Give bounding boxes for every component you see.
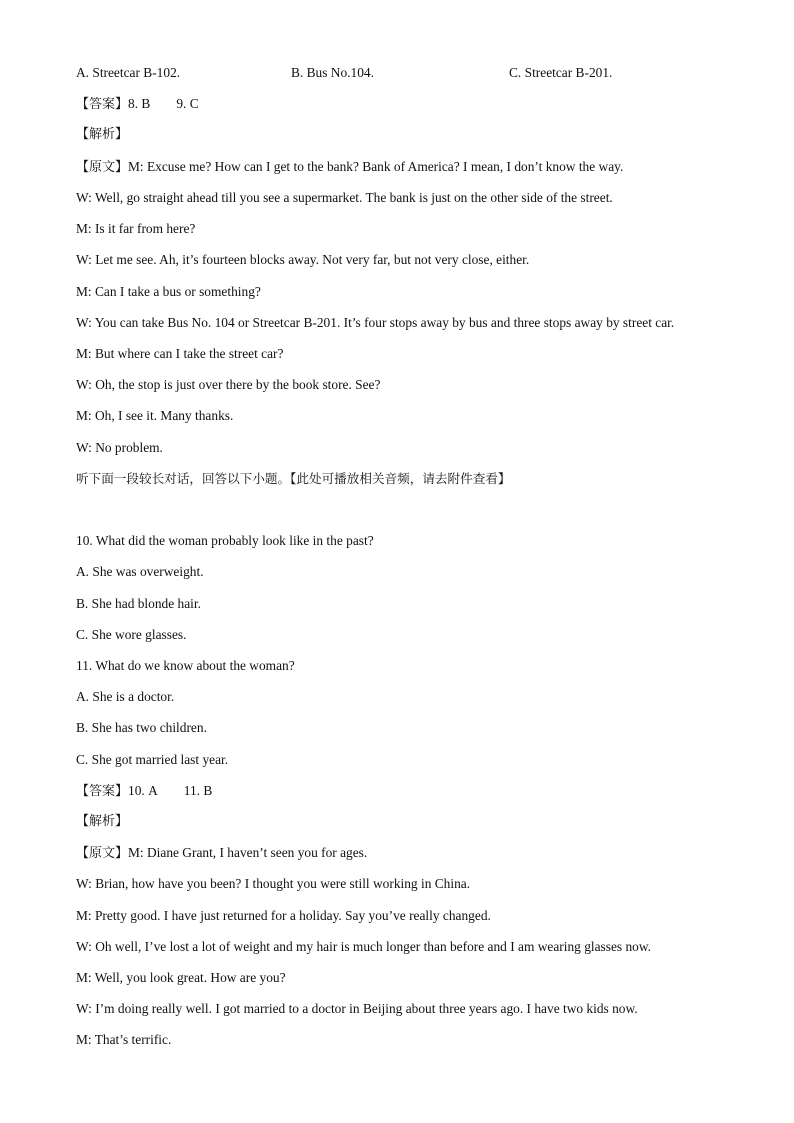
transcript-line: M: Is it far from here?: [76, 221, 196, 236]
transcript-line: M: Can I take a bus or something?: [76, 284, 261, 299]
transcript-text: M: Excuse me? How can I get to the bank? Bank of America? I mean, I don’t know the way.: [128, 159, 624, 174]
question-11: 11. What do we know about the woman?: [76, 658, 295, 673]
transcript-line: W: Oh well, I’ve lost a lot of weight and my hair is much longer than before and I am wearing glasses now.: [76, 939, 652, 954]
answer-line: [76, 782, 212, 801]
option-b: B. Bus No.104.: [291, 65, 374, 80]
transcript-line: W: Let me see. Ah, it’s fourteen blocks away. Not very far, but not very close, either.: [76, 252, 530, 267]
answer-10: 10. A: [128, 783, 158, 798]
transcript-line: W: I’m doing really well. I got married to a doctor in Beijing about three years ago. I have two kids now.: [76, 1001, 638, 1016]
answer-label: 【答案】: [76, 784, 129, 799]
q10-option-a: A. She was overweight.: [76, 564, 204, 579]
transcript-line: M: Well, you look great. How are you?: [76, 970, 286, 985]
transcript-line: W: You can take Bus No. 104 or Streetcar B-201. It’s four stops away by bus and three stops away by street car.: [76, 315, 675, 330]
section-instruction: 听下面一段较长对话，回答以下小题。【此处可播放相关音频，请去附件查看】: [76, 471, 511, 486]
answer-8: 8. B: [128, 96, 151, 111]
option-a: A. Streetcar B-102.: [76, 65, 181, 80]
option-c: C. Streetcar B-201.: [509, 65, 613, 80]
transcript-line: W: No problem.: [76, 440, 163, 455]
q11-option-b: B. She has two children.: [76, 720, 207, 735]
transcript-label: 【原文】: [76, 846, 129, 861]
q11-option-a: A. She is a doctor.: [76, 689, 175, 704]
q10-option-c: C. She wore glasses.: [76, 627, 187, 642]
transcript-line: M: Oh, I see it. Many thanks.: [76, 408, 234, 423]
analysis-label: 【解析】: [76, 814, 129, 829]
answer-label: 【答案】: [76, 97, 129, 112]
transcript-line: W: Brian, how have you been? I thought you were still working in China.: [76, 876, 471, 891]
transcript-line: W: Well, go straight ahead till you see a supermarket. The bank is just on the other side of the street.: [76, 190, 613, 205]
transcript-line: M: But where can I take the street car?: [76, 346, 284, 361]
transcript-label: 【原文】: [76, 160, 129, 175]
transcript-text: M: Diane Grant, I haven’t seen you for ages.: [128, 845, 368, 860]
q11-option-c: C. She got married last year.: [76, 752, 229, 767]
answer-11: 11. B: [183, 783, 213, 798]
transcript-first-line: [76, 158, 623, 177]
analysis-label: 【解析】: [76, 127, 129, 142]
answer-9: 9. C: [176, 96, 199, 111]
question-10: 10. What did the woman probably look like in the past?: [76, 533, 374, 548]
answer-line: [76, 95, 199, 114]
transcript-line: W: Oh, the stop is just over there by the book store. See?: [76, 377, 381, 392]
transcript-first-line: [76, 844, 367, 863]
transcript-line: M: That’s terrific.: [76, 1032, 172, 1047]
transcript-line: M: Pretty good. I have just returned for a holiday. Say you’ve really changed.: [76, 908, 491, 923]
q10-option-b: B. She had blonde hair.: [76, 596, 201, 611]
